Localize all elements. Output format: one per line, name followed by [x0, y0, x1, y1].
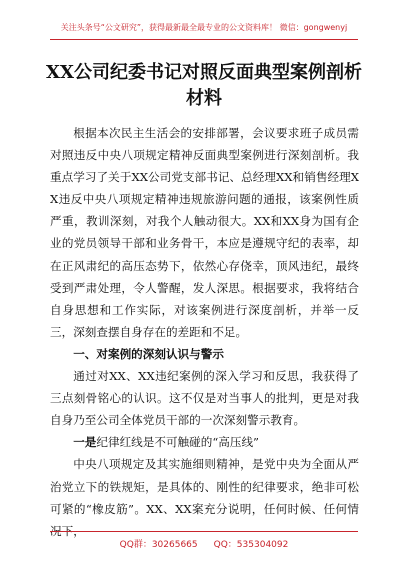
section-heading: 一、对案例的深刻认识与警示	[73, 346, 224, 361]
footer-qq-group: QQ群：30265665	[119, 540, 198, 550]
point-heading	[50, 431, 359, 453]
header-banner: 关注头条号“公文研究”，获得最新最全最专业的公文资料库！ 微信：gongwenyj	[60, 23, 348, 32]
footer-divider	[50, 531, 358, 532]
document-title: XX公司纪委书记对照反面典型案例剖析材料	[46, 62, 362, 109]
point-paragraph: 中央八项规定及其实施细则精神，是党中央为全面从严治党立下的铁规矩，是具体的、刚性的纪律要求，绝非可松可紧的“橡皮筋”。XX、XX案充分说明，任何时候、任何情况下，	[50, 457, 359, 538]
intro-paragraph: 根据本次民主生活会的安排部署，会议要求班子成员需对照违反中央八项规定精神反面典型案例进行深刻剖析。我重点学习了关于XX公司党支部书记、总经理XX和销售经理XX违反中央八项规定精神违规旅游问题的通报，该案例性质严重，教训深刻，对我个人触动很大。XX和XX身为国有企业的党员领导干部和业务骨干，本应是遵规守纪的表率，却在正风肃纪的高压态势下，依然心存侥幸，顶风违纪，最终受到严肃处理，令人警醒，发人深思。根据要求，我将结合自身思想和工作实际，对该案例进行深度剖析，并举一反三，深刻查摆自身存在的差距和不足。	[50, 126, 359, 339]
section-paragraph: 通过对XX、XX违纪案例的深入学习和反思，我获得了三点刻骨铭心的认识。这不仅是对当事人的批判，更是对我自身乃至公司全体党员干部的一次深刻警示教育。	[50, 369, 359, 428]
footer-qq: QQ：535304092	[213, 540, 289, 550]
header-divider	[50, 39, 358, 40]
document-body	[50, 122, 359, 542]
point-title: 纪律红线是不可触碰的“高压线”	[96, 435, 259, 450]
point-lead: 一是	[73, 435, 97, 450]
footer	[0, 537, 408, 550]
